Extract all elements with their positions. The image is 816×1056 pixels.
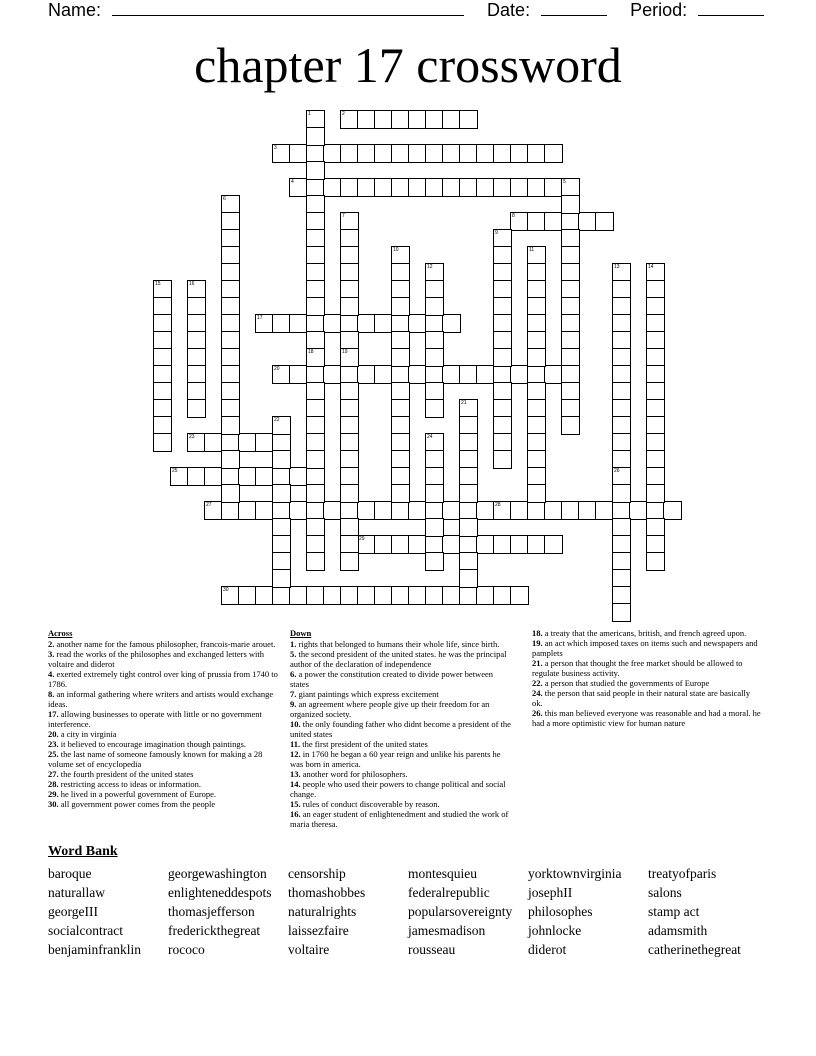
clue-item-number: 22. [532,678,543,688]
clue-item-text: the only founding father who didnt become a president of the united states [290,719,511,739]
clue-item-text: rules of conduct discoverable by reason. [300,799,440,809]
crossword-cell[interactable] [187,399,206,418]
crossword-cell[interactable] [425,518,444,537]
crossword-cell[interactable] [663,501,682,520]
word-bank-item: georgeIII [48,904,98,919]
clue-item-number: 19. [532,638,543,648]
clue-item-number: 27. [48,769,59,779]
word-bank-item: montesquieu [408,866,477,881]
clue-number: 14 [648,264,654,270]
clue-item-number: 11. [290,739,301,749]
clue-item [290,649,512,669]
clue-item [48,709,278,729]
word-bank-item: catherinethegreat [648,942,741,957]
date-label: Date: [487,0,531,20]
clue-item-number: 13. [290,769,301,779]
clue-number: 9 [495,230,498,236]
word-bank-item: naturalrights [288,904,357,919]
clue-item-number: 6. [290,669,297,679]
down-heading: Down [290,628,312,638]
clue-item-text: allowing businesses to operate with little or no government interference. [48,709,262,729]
clue-item-text: people who used their powers to change political and social change. [290,779,506,799]
clue-number: 28 [495,502,501,508]
clue-number: 27 [206,502,212,508]
clue-number: 4 [291,179,294,185]
word-bank-item: thomasjefferson [168,904,255,919]
clue-item-number: 8. [48,689,55,699]
word-bank-item: philosophes [528,904,593,919]
clue-item [290,689,512,699]
crossword-cell[interactable] [306,450,325,469]
clue-item [290,639,512,649]
clue-item-number: 12. [290,749,301,759]
clue-item-text: it believed to encourage imagination though paintings. [58,739,247,749]
clue-item [532,708,762,728]
crossword-cell[interactable] [306,161,325,180]
clue-item-number: 21. [532,658,543,668]
clue-item [290,769,512,779]
clue-item-text: he lived in a powerful government of Europe. [58,789,217,799]
clue-item-number: 16. [290,809,301,819]
across-clues [48,628,278,809]
clue-item [48,729,278,739]
clue-number: 7 [342,213,345,219]
word-bank-item: stamp act [648,904,700,919]
crossword-cell[interactable] [425,552,444,571]
crossword-cell[interactable] [221,416,240,435]
clue-item-number: 15. [290,799,301,809]
crossword-cell[interactable] [272,484,291,503]
clue-number: 3 [274,145,277,151]
clue-item [290,779,512,799]
down-clues-continued [532,628,762,728]
crossword-cell[interactable] [510,586,529,605]
clue-item [532,638,762,658]
clue-item [290,699,512,719]
clue-item-number: 26. [532,708,543,718]
crossword-cell[interactable] [493,450,512,469]
word-bank-item: josephII [528,885,573,900]
clue-number: 13 [614,264,620,270]
crossword-cell[interactable] [272,569,291,588]
word-bank-item: jamesmadison [408,923,486,938]
crossword-cell[interactable] [612,484,631,503]
clue-item [290,809,512,829]
word-bank-item: federalrepublic [408,885,490,900]
clue-number: 20 [274,366,280,372]
clue-item-text: a power the constitution created to divide power between states [290,669,493,689]
clue-item [48,649,278,669]
crossword-cell[interactable] [272,450,291,469]
clue-item-text: another word for philosophers. [300,769,408,779]
clue-number: 22 [274,417,280,423]
clue-item-text: all government power comes from the people [58,799,216,809]
crossword-cell[interactable] [493,348,512,367]
clue-number: 5 [563,179,566,185]
clue-item [290,739,512,749]
clue-item [532,678,762,688]
clue-item-number: 7. [290,689,297,699]
clue-number: 24 [427,434,433,440]
clue-item-text: another name for the famous philosopher, francois-marie arouet. [54,639,276,649]
clue-item [532,628,762,638]
clue-item-text: a treaty that the americans, british, and french agreed upon. [542,628,747,638]
clue-item [532,658,762,678]
clue-number: 2 [342,111,345,117]
clue-item-number: 28. [48,779,59,789]
clue-item-text: the last name of someone famously known for making a 28 volume set of encyclopedia [48,749,263,769]
clue-item-text: an act which imposed taxes on items such and newspapers and pamplets [532,638,758,658]
clue-number: 21 [461,400,467,406]
clue-number: 12 [427,264,433,270]
crossword-cell[interactable] [306,297,325,316]
word-bank-item: censorship [288,866,346,881]
page-title: chapter 17 crossword [194,37,622,93]
word-bank-item: enlighteneddespots [168,885,272,900]
word-bank-item: benjaminfranklin [48,942,141,957]
crossword-cell[interactable] [391,348,410,367]
clue-item-text: exerted extremely tight control over king of prussia from 1740 to 1786. [48,669,278,689]
word-bank-item: yorktownvirginia [528,866,622,881]
word-bank-item: naturallaw [48,885,105,900]
clue-item-text: the first president of the united states [300,739,428,749]
clue-item-number: 1. [290,639,297,649]
crossword-cell[interactable] [425,399,444,418]
clue-item-text: an informal gathering where writers and artists would exchange ideas. [48,689,274,709]
across-heading: Across [48,628,73,638]
clue-item-number: 24. [532,688,543,698]
clue-item-number: 5. [290,649,297,659]
word-bank-item: johnlocke [528,923,582,938]
clue-item-text: an eager student of enlightenedment and studied the work of maria theresa. [290,809,509,829]
clue-item [48,769,278,779]
clue-number: 19 [342,349,348,355]
name-label: Name: [48,0,102,20]
word-bank-item: treatyofparis [648,866,717,881]
clue-number: 16 [189,281,195,287]
crossword-cell[interactable] [459,518,478,537]
clue-item-number: 30. [48,799,59,809]
clue-number: 17 [257,315,263,321]
clue-item-text: the person that said people in their natural state are basically ok. [532,688,751,708]
clue-item [290,719,512,739]
crossword-cell[interactable] [425,484,444,503]
word-bank-item: adamsmith [648,923,708,938]
crossword-cell[interactable] [442,314,461,333]
word-bank-item: georgewashington [168,866,267,881]
word-bank-item: salons [648,885,682,900]
word-bank-item: rococo [168,942,205,957]
crossword-cell[interactable] [527,348,546,367]
crossword-cell[interactable] [459,110,478,129]
clue-number: 26 [614,468,620,474]
down-clues [290,628,512,829]
clue-item [532,688,762,708]
clue-item-text: a person that studied the governments of Europe [542,678,710,688]
crossword-cell[interactable] [340,297,359,316]
crossword-cell[interactable] [646,552,665,571]
clue-number: 15 [155,281,161,287]
clue-item-number: 29. [48,789,59,799]
clue-item [48,739,278,749]
word-bank [48,864,768,959]
clue-item-text: the fourth president of the united states [58,769,194,779]
crossword-cell[interactable] [595,212,614,231]
clue-item-number: 18. [532,628,543,638]
word-bank-item: rousseau [408,942,456,957]
clue-item [48,639,278,649]
crossword-cell[interactable] [391,484,410,503]
crossword-cell[interactable] [544,144,563,163]
clue-item-number: 2. [48,639,55,649]
crossword-cell[interactable] [221,484,240,503]
clue-item [48,749,278,769]
crossword-cell[interactable] [544,535,563,554]
crossword-cell[interactable] [153,433,172,452]
clue-item [48,789,278,799]
clue-number: 30 [223,587,229,593]
crossword-cell[interactable] [459,484,478,503]
clue-item-number: 3. [48,649,55,659]
clue-item [48,779,278,789]
crossword-cell[interactable] [306,127,325,146]
crossword-cell[interactable] [391,297,410,316]
clue-item [290,669,512,689]
clue-item-text: this man believed everyone was reasonable and had a moral. he had a more optimistic view for human nature [532,708,761,728]
clue-item-text: a person that thought the free market should be allowed to regulate business activity. [532,658,743,678]
clue-number: 11 [529,247,535,253]
word-bank-item: diderot [528,942,567,957]
clue-item-number: 14. [290,779,301,789]
crossword-cell[interactable] [221,450,240,469]
crossword-cell[interactable] [425,297,444,316]
clue-number: 10 [393,247,399,253]
clue-item-number: 17. [48,709,59,719]
word-bank-item: frederickthegreat [168,923,261,938]
clue-item-text: in 1760 he began a 60 year reign and unlike his parents he was born in america. [290,749,501,769]
clue-number: 18 [308,349,314,355]
crossword-cell[interactable] [425,348,444,367]
clue-item-number: 20. [48,729,59,739]
clue-item-text: read the works of the philosophes and exchanged letters with voltaire and diderot [48,649,264,669]
word-bank-item: socialcontract [48,923,123,938]
clue-item [290,749,512,769]
clue-item-number: 9. [290,699,297,709]
clue-item [48,799,278,809]
crossword-cell[interactable] [459,569,478,588]
clue-number: 25 [172,468,178,474]
crossword-cell[interactable] [561,195,580,214]
clue-number: 8 [512,213,515,219]
clue-number: 23 [189,434,195,440]
clue-number: 1 [308,111,311,117]
clue-item-number: 25. [48,749,59,759]
clue-item-text: rights that belonged to humans their whole life, since birth. [296,639,500,649]
clue-item-number: 23. [48,739,59,749]
crossword-cell[interactable] [306,552,325,571]
clue-number: 6 [223,196,226,202]
clue-item-text: a city in virginia [58,729,117,739]
crossword-cell[interactable] [612,603,631,622]
crossword-cell[interactable] [306,484,325,503]
clue-item [48,669,278,689]
crossword-cell[interactable] [527,484,546,503]
word-bank-item: voltaire [288,942,330,957]
period-label: Period: [630,0,688,20]
word-bank-item: baroque [48,866,92,881]
clue-item-number: 10. [290,719,301,729]
clue-item-text: an agreement where people give up their freedom for an organized society. [290,699,490,719]
clue-item [48,689,278,709]
word-bank-item: laissezfaire [288,923,349,938]
crossword-cell[interactable] [340,484,359,503]
clue-item-text: the second president of the united states. he was the principal author of the declaration of independence [290,649,507,669]
clue-item-number: 4. [48,669,55,679]
clue-item [290,799,512,809]
crossword-cell[interactable] [561,416,580,435]
clue-item-text: giant paintings which express excitement [296,689,439,699]
word-bank-title: Word Bank [48,844,118,859]
crossword-cell[interactable] [340,552,359,571]
word-bank-item: popularsovereignty [408,904,513,919]
clue-item-text: restricting access to ideas or information. [58,779,201,789]
crossword-cell[interactable] [646,484,665,503]
word-bank-item: thomashobbes [288,885,366,900]
clue-number: 29 [359,536,365,542]
